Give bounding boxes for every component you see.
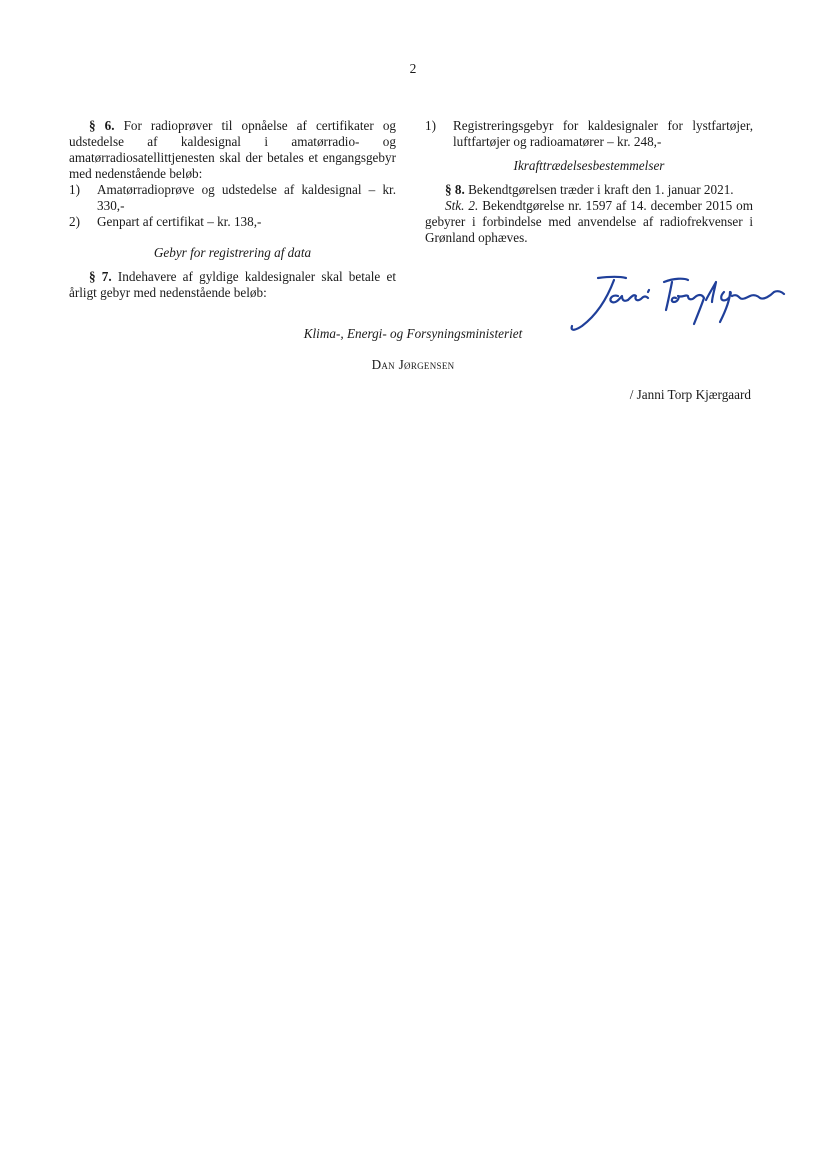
section-heading-data-registration: Gebyr for registrering af data <box>153 245 312 260</box>
list-item-number: 1) <box>69 182 80 197</box>
signature-strokes <box>572 277 784 330</box>
paragraph-stk-2 <box>425 198 753 246</box>
list-item-text: Amatørradioprøve og udstedelse af kaldesignal – kr. 330,- <box>97 182 396 213</box>
list-item-number: 2) <box>69 214 80 229</box>
list-item <box>69 214 396 230</box>
section-heading-commencement: Ikrafttrædelsesbestemmelser <box>513 158 665 173</box>
list-item-text: Registreringsgebyr for kaldesignaler for lystfartøjer, luftfartøjer og radioamatører – kr. 248,- <box>453 118 753 149</box>
list-item <box>69 182 396 214</box>
paragraph-6-text: For radioprøver til opnåelse af certifikater og udstedelse af kaldesignal i amatørradio- og amatørradiosatellittjenesten skal der betales et engangsgebyr med nedenstående beløb: <box>69 118 397 181</box>
left-column <box>69 118 396 301</box>
list-item <box>425 118 753 150</box>
minister-name: Dan Jørgensen <box>371 357 455 372</box>
paragraph-7-text: Indehavere af gyldige kaldesignaler skal betale et årligt gebyr med nedenstående beløb: <box>69 269 396 300</box>
signer-name: / Janni Torp Kjærgaard <box>629 387 751 402</box>
stk-2-label: Stk. 2. <box>445 198 479 213</box>
list-item-text: Genpart af certifikat – kr. 138,- <box>97 214 262 229</box>
paragraph-8-text: Bekendtgørelsen træder i kraft den 1. januar 2021. <box>464 182 734 197</box>
paragraph-8-label: § 8. <box>445 182 465 197</box>
page-number: 2 <box>409 61 417 76</box>
ministry-name: Klima-, Energi- og Forsyningsministeriet <box>303 326 523 341</box>
paragraph-7-label: § 7. <box>89 269 112 284</box>
right-column <box>425 118 753 246</box>
stk-2-text: Bekendtgørelse nr. 1597 af 14. december 2015 om gebyrer i forbindelse med anvendelse af radiofrekvenser i Grønland ophæves. <box>425 198 753 245</box>
paragraph-6-label: § 6. <box>89 118 115 133</box>
paragraph-6 <box>69 118 396 182</box>
paragraph-8 <box>425 182 753 198</box>
list-item-number: 1) <box>425 118 436 133</box>
paragraph-7 <box>69 269 396 301</box>
